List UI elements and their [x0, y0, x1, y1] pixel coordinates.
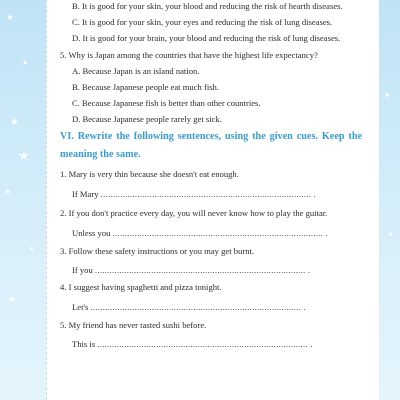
star-icon: ★: [388, 231, 394, 238]
cue-label: If you: [72, 265, 93, 275]
answer-blank[interactable]: ...................................................................................... .: [90, 302, 306, 312]
star-icon: ★: [4, 187, 12, 196]
section-number: VI.: [60, 131, 74, 142]
rewrite-sentence-5: 5. My friend has never tasted sushi before.: [60, 320, 207, 330]
rewrite-sentence-1: 1. Mary is very thin because she doesn't eat enough.: [60, 169, 239, 179]
q5-option-b: B. Because Japanese people eat much fish.: [72, 82, 219, 92]
rewrite-answer-2[interactable]: [72, 229, 328, 238]
rewrite-answer-3[interactable]: [72, 266, 310, 275]
q5-option-a: A. Because Japan is an island nation.: [72, 66, 200, 76]
star-icon: ★: [8, 295, 17, 305]
cue-label: Unless you: [72, 228, 111, 238]
rewrite-sentence-2: 2. If you don't practice every day, you will never know how to play the guitar.: [60, 208, 328, 218]
q5-option-c: C. Because Japanese fish is better than other countries.: [72, 98, 261, 108]
answer-blank[interactable]: ...................................................................................... .: [112, 228, 329, 238]
section-instruction: Rewrite the following sentences, using the given cues. Keep the meaning the same.: [60, 131, 363, 160]
star-icon: ★: [18, 149, 30, 164]
q4-option-d: D. It is good for your brain, your blood and reducing the risk of lung diseases.: [72, 33, 341, 43]
q4-option-c: C. It is good for your skin, your eyes and reducing the risk of lung diseases.: [72, 17, 333, 27]
rewrite-sentence-4: 4. I suggest having spaghetti and pizza tonight.: [60, 282, 222, 292]
star-icon: ★: [384, 91, 391, 99]
cue-label: If Mary: [72, 189, 99, 199]
answer-blank[interactable]: ...................................................................................... .: [97, 339, 313, 349]
rewrite-sentence-3: 3. Follow these safety instructions or you may get burnt.: [60, 246, 255, 256]
star-icon: ★: [10, 117, 19, 128]
rewrite-answer-1[interactable]: [72, 190, 316, 199]
answer-blank[interactable]: ...................................................................................... .: [94, 265, 311, 275]
star-icon: ★: [6, 13, 15, 23]
q5-option-d: D. Because Japanese people rarely get sick.: [72, 114, 222, 124]
cue-label: Let's: [72, 302, 89, 312]
answer-blank[interactable]: ...................................................................................... .: [100, 189, 317, 199]
q5-question: 5. Why is Japan among the countries that have the highest life expectancy?: [60, 50, 318, 60]
star-icon: ★: [28, 245, 35, 253]
star-icon: ★: [22, 59, 29, 67]
rewrite-answer-5[interactable]: [72, 340, 313, 349]
q4-option-b: B. It is good for your skin, your blood and reducing the risk of hearth diseases.: [72, 1, 343, 11]
section-vi-heading: [60, 128, 362, 164]
rewrite-answer-4[interactable]: [72, 303, 306, 312]
cue-label: This is: [72, 339, 96, 349]
